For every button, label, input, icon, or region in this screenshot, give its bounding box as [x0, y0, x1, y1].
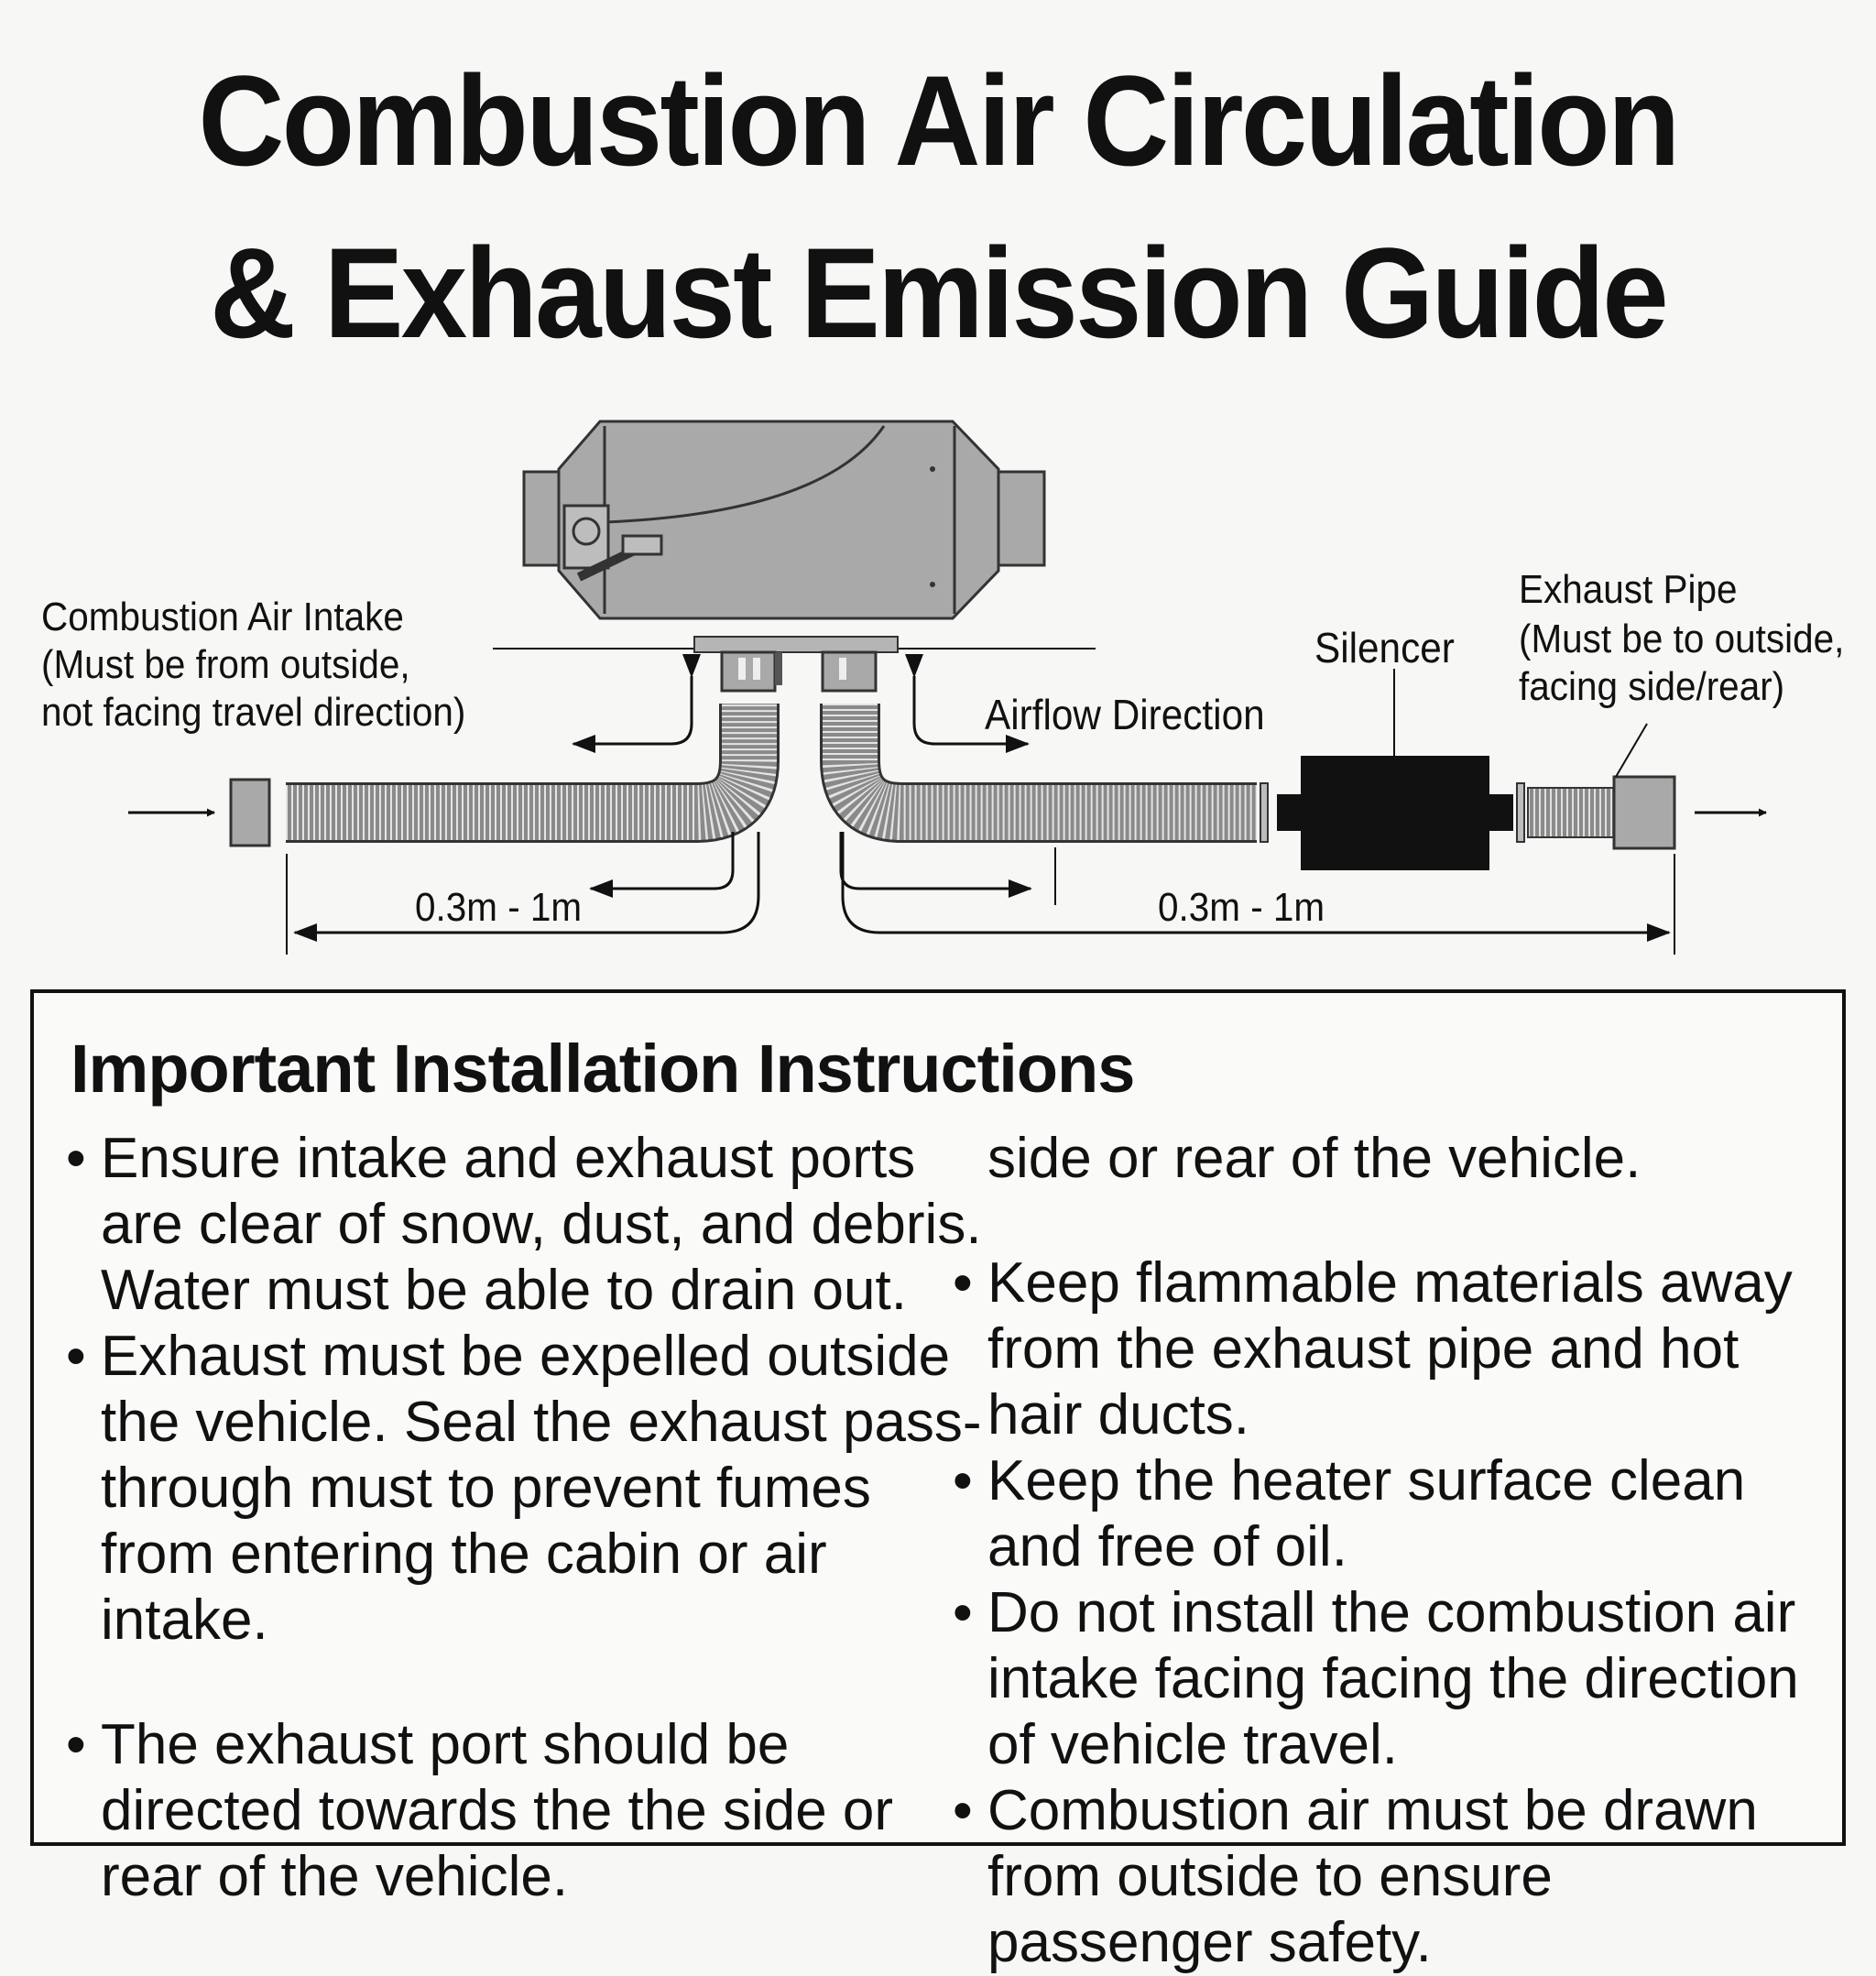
instruction-item: • Ensure intake and exhaust ports are clear of snow, dust, and debris. Water must be able to drain out.	[66, 1126, 982, 1324]
silencer	[1277, 756, 1513, 870]
intake-port	[722, 652, 775, 691]
instruction-item: • Exhaust must be expelled outside the vehicle. Seal the exhaust pass-through must to prevent fumes from entering the cabin or air intake.	[66, 1324, 982, 1654]
instruction-item: • Keep flammable materials away from the exhaust pipe and hot hair ducts.	[953, 1250, 1832, 1448]
title-line-2: & Exhaust Emission Guide	[210, 221, 1666, 365]
silencer-label: Silencer	[1314, 625, 1455, 672]
airflow-direction-label: Airflow Direction	[984, 692, 1265, 739]
intake-label: Combustion Air Intake (Must be from outside, not facing travel direction)	[41, 594, 466, 735]
heater-mount-plate	[694, 637, 898, 652]
airflow-diagram	[0, 403, 1876, 980]
instructions-heading: Important Installation Instructions	[71, 1031, 1135, 1107]
length-right-label: 0.3m - 1m	[1157, 884, 1325, 930]
instructions-box	[30, 989, 1846, 1974]
instruction-item: • Combustion air must be drawn from outside to ensure passenger safety.	[953, 1778, 1832, 1976]
instruction-item: • The exhaust port should be directed towards the the side or rear of the vehicle.	[66, 1712, 982, 1910]
instructions-left-column	[66, 1126, 982, 1910]
instruction-continuation: side or rear of the vehicle.	[987, 1127, 1642, 1190]
control-box-icon	[564, 506, 608, 568]
instruction-item: • Keep the heater surface clean and free of oil.	[953, 1448, 1832, 1580]
length-left-label: 0.3m - 1m	[415, 884, 583, 930]
exhaust-pipe-label: Exhaust Pipe (Must be to outside, facing side/rear)	[1519, 566, 1845, 709]
heater-right-cap	[998, 472, 1044, 565]
instruction-item: • Do not install the combustion air intake facing facing the direction of vehicle travel.	[953, 1580, 1832, 1778]
exhaust-port	[823, 652, 876, 691]
intake-end-piece	[231, 780, 269, 846]
heater-unit	[493, 421, 1096, 691]
instructions-right-column	[953, 1126, 1832, 1976]
tailpipe-hose	[1528, 788, 1616, 837]
title-line-1: Combustion Air Circulation	[198, 49, 1678, 192]
exhaust-end-piece	[1614, 777, 1674, 848]
